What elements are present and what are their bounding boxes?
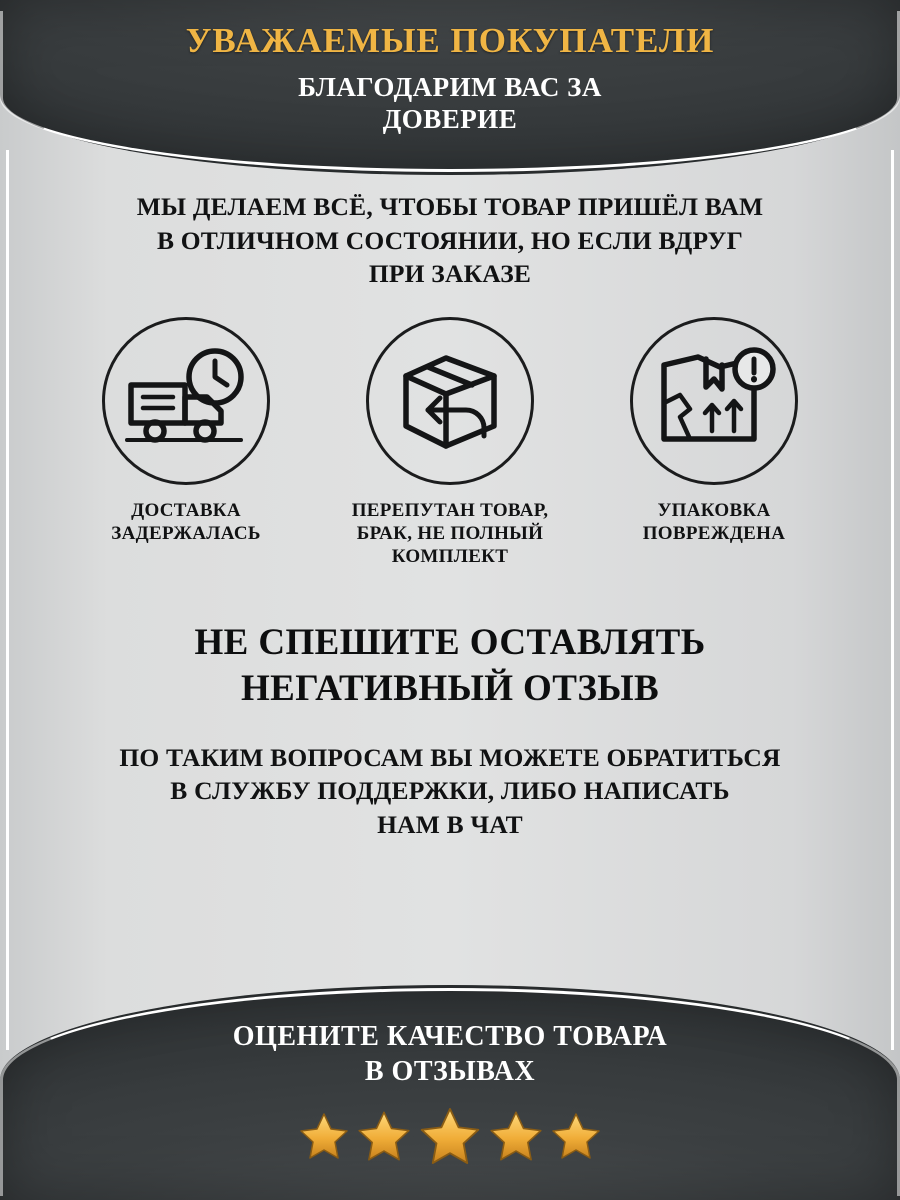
main-content	[0, 190, 900, 842]
issue-caption-line-3: КОМПЛЕКТ	[391, 546, 509, 568]
issue-caption-wrong-item	[330, 499, 570, 569]
headline-text	[0, 620, 900, 710]
issue-caption-line-2: ЗАДЕРЖАЛАСЬ	[111, 523, 261, 545]
star-icon[interactable]	[356, 1109, 412, 1163]
header-subtitle	[0, 71, 900, 136]
issue-caption-line-1: ДОСТАВКА	[131, 499, 241, 521]
issues-row	[0, 317, 900, 569]
rating-stars[interactable]	[0, 1105, 900, 1167]
issue-item-damaged-package	[594, 317, 834, 545]
footer-content	[0, 985, 900, 1167]
support-line-3: НАМ В ЧАТ	[377, 810, 523, 840]
delivery-truck-clock-icon	[102, 317, 270, 485]
issue-caption-damaged-package	[594, 499, 834, 545]
header-content	[0, 0, 900, 135]
intro-line-2: В ОТЛИЧНОМ СОСТОЯНИИ, НО ЕСЛИ ВДРУГ	[156, 225, 743, 255]
star-icon[interactable]	[298, 1111, 350, 1161]
header-subtitle-line-2: ДОВЕРИЕ	[382, 103, 518, 134]
footer-line-1: ОЦЕНИТЕ КАЧЕСТВО ТОВАРА	[232, 1021, 668, 1052]
header-band	[0, 0, 900, 175]
damaged-package-icon	[630, 317, 798, 485]
footer-line-2: В ОТЗЫВАХ	[364, 1056, 536, 1087]
intro-text	[0, 190, 900, 291]
support-text	[0, 741, 900, 842]
star-icon[interactable]	[488, 1109, 544, 1163]
support-line-2: В СЛУЖБУ ПОДДЕРЖКИ, ЛИБО НАПИСАТЬ	[170, 776, 730, 806]
issue-item-delivery-delayed	[66, 317, 306, 545]
headline-line-2: НЕГАТИВНЫЙ ОТЗЫВ	[240, 667, 660, 709]
footer-call-to-action	[0, 1019, 900, 1089]
footer-band	[0, 985, 900, 1200]
intro-line-1: МЫ ДЕЛАЕМ ВСЁ, ЧТОБЫ ТОВАР ПРИШЁЛ ВАМ	[136, 192, 764, 221]
header-subtitle-line-1: БЛАГОДАРИМ ВАС ЗА	[298, 71, 602, 102]
support-line-1: ПО ТАКИМ ВОПРОСАМ ВЫ МОЖЕТЕ ОБРАТИТЬСЯ	[119, 742, 781, 772]
issue-caption-line-1: ПЕРЕПУТАН ТОВАР,	[351, 499, 549, 521]
intro-line-3: ПРИ ЗАКАЗЕ	[368, 259, 532, 289]
issue-caption-line-2: БРАК, НЕ ПОЛНЫЙ	[356, 523, 544, 545]
page-title: УВАЖАЕМЫЕ ПОКУПАТЕЛИ	[185, 21, 715, 60]
headline-line-1: НЕ СПЕШИТЕ ОСТАВЛЯТЬ	[194, 622, 706, 664]
issue-caption-delivery-delayed	[66, 499, 306, 545]
box-return-arrow-icon	[366, 317, 534, 485]
star-icon[interactable]	[418, 1105, 482, 1167]
issue-caption-line-2: ПОВРЕЖДЕНА	[642, 523, 786, 545]
issue-item-wrong-item	[330, 317, 570, 569]
issue-caption-line-1: УПАКОВКА	[657, 499, 771, 521]
star-icon[interactable]	[550, 1111, 602, 1161]
